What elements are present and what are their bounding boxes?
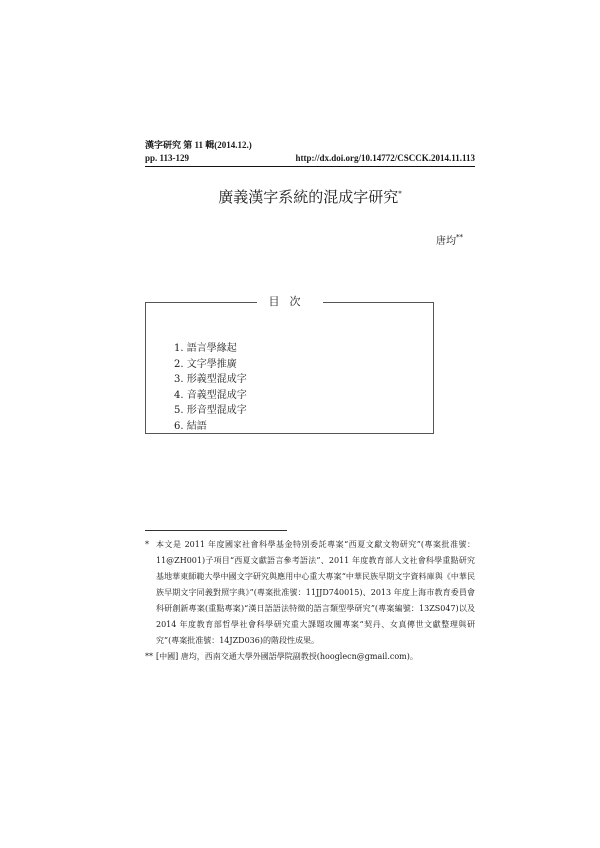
journal-issue: 漢字研究 第 11 輯(2014.12.) [145,140,252,150]
footnote-text: 本文是 2011 年度國家社會科學基金特別委託專案“西夏文獻文物研究”(專案批准號：11@ZH001)子項目“西夏文獻語言參考語法”、2011 年度教育部人文社會科學重點研究基地華東師範大學中國文字研究與應用中心重大專案“中華民族早期文字資料庫與《中華民族早期文字同義對照字典》”(專案批准號：11JJD740015)、2013 年度上海市教育委員會科研創新專案(重點專案)“漢日語語法特徵的語言類型學研究”(專案編號：13ZS047)以及 2014 年度教育部哲學社會科學研究重大課題攻關專案“契丹、女真傳世文獻整理與研究”(專案批准號：14JZD036)的階段性成果。 [156,540,475,645]
footnote [145,537,475,649]
header-pages-doi-line [145,152,475,167]
footnotes [145,537,475,665]
footnote-mark: * [145,540,149,549]
toc-item: 6. 結語 [174,420,207,432]
footnote [145,649,475,665]
author-footnote-mark: ** [456,233,463,242]
toc-item: 2. 文字學推廣 [174,358,237,370]
toc-heading-text: 目次 [257,295,323,308]
footnote-text: [中國] 唐均，西南交通大學外國語學院副教授(hooglecn@gmail.com)。 [156,652,418,661]
footnote-mark: ** [145,652,153,661]
footnote-separator [145,530,287,531]
toc-heading [146,295,433,309]
paper-title [145,186,475,207]
table-of-contents [145,295,434,434]
toc-item: 5. 形音型混成字 [174,405,247,416]
author-name: 唐均 [436,236,456,247]
author-line [360,232,463,247]
title-footnote-mark: * [398,190,402,198]
toc-list [174,341,247,434]
toc-item: 3. 形義型混成字 [174,374,247,385]
paper-title-text: 廣義漢字系統的混成字研究 [218,188,399,206]
doi-link[interactable]: http://dx.doi.org/10.14772/CSCCK.2014.11.113 [295,153,475,163]
page-range: pp. 113-129 [145,153,190,163]
toc-item: 4. 音義型混成字 [174,389,247,401]
running-header [145,139,475,167]
toc-item: 1. 語言學緣起 [174,343,237,354]
